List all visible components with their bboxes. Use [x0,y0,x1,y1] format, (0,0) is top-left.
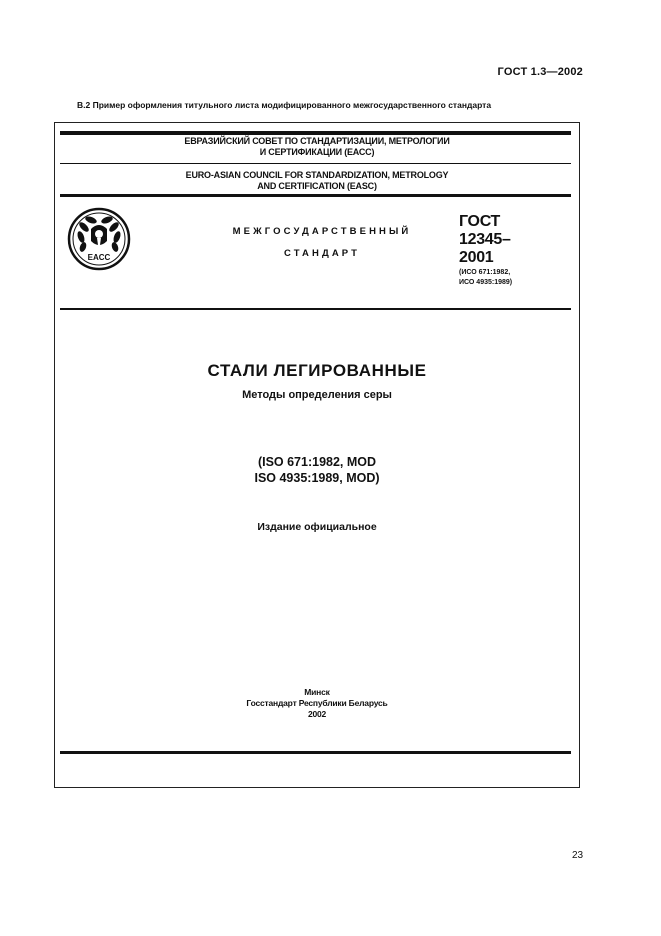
title-page-frame [54,122,580,788]
publisher-city: Минск [304,687,330,697]
iso-equivalence [55,454,579,486]
council-divider [60,163,571,164]
standard-type-line-1: МЕЖГОСУДАРСТВЕННЫЙ [232,226,412,237]
council-ru-line-2: И СЕРТИФИКАЦИИ (ЕАСС) [259,147,375,157]
council-name-ru [55,136,579,158]
council-ru-line-1: ЕВРАЗИЙСКИЙ СОВЕТ ПО СТАНДАРТИЗАЦИИ, МЕТРОЛОГИИ [184,136,450,146]
standard-type-line-2: СТАНДАРТ [284,248,360,259]
iso-line-1: (ISO 671:1982, MOD [257,455,377,469]
iso-reference-line-2: ИСО 4935:1989) [459,279,513,286]
council-en-line-1: EURO-ASIAN COUNCIL FOR STANDARDIZATION, METROLOGY [185,170,449,180]
document-title: СТАЛИ ЛЕГИРОВАННЫЕ [207,361,427,380]
top-rule [60,131,571,135]
publication-year: 2002 [307,709,327,719]
page-number: 23 [572,850,584,861]
bottom-rule [60,751,571,754]
publisher-name: Госстандарт Республики Беларусь [246,698,388,708]
publisher-block [55,687,579,720]
eacc-emblem-icon [67,207,131,271]
gost-label: ГОСТ [459,213,501,230]
edition-label: Издание официальное [257,521,377,533]
council-name-en [55,170,579,192]
gost-number-line-2: 2001 [459,249,494,266]
council-bottom-rule [60,194,571,197]
document-subtitle: Методы определения серы [242,389,392,401]
iso-line-2: ISO 4935:1989, MOD) [254,471,380,485]
council-en-line-2: AND CERTIFICATION (EASC) [257,181,377,191]
figure-caption: В.2 Пример оформления титульного листа модифицированного межгосударственного стандарта [77,100,492,110]
header-bottom-rule [60,308,571,310]
emblem-label: EACC [87,253,111,262]
gost-number-line-1: 12345– [459,231,511,248]
iso-reference-line-1: (ИСО 671:1982, [459,269,511,276]
page-header: ГОСТ 1.3—2002 [497,66,583,78]
